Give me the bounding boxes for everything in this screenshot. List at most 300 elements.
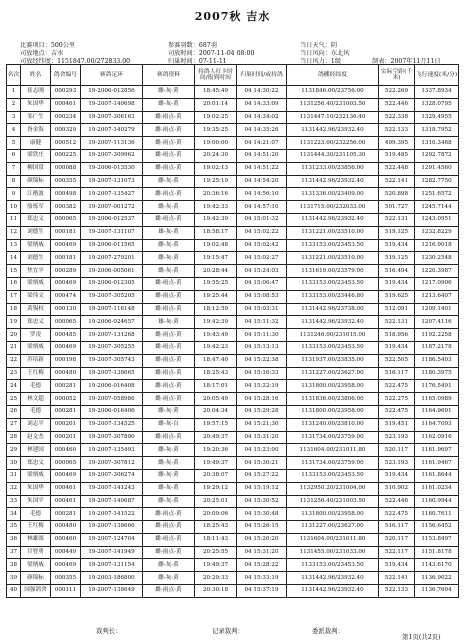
cell-distance: 516.117 xyxy=(379,367,415,380)
cell-loft-coords: 1131444.30/231105.30 xyxy=(287,149,379,162)
cell-ring: 19-2007-306274 xyxy=(81,469,143,482)
cell-bird-info: 雌-灰-白 xyxy=(143,418,195,431)
cell-loft-id: 000469 xyxy=(51,469,81,482)
cell-ring: 19-2003-186800 xyxy=(81,572,143,585)
cell-distance: 519.125 xyxy=(379,252,415,265)
meta-entries: 参赛羽数：687羽 xyxy=(168,42,217,49)
cell-loft-id: 000474 xyxy=(51,290,81,303)
cell-loft-coords: 1131800.00/23958.00 xyxy=(287,380,379,393)
cell-speed: 1245.7144 xyxy=(415,201,459,214)
cell-clock-time: 18:11:43 xyxy=(195,533,237,546)
cell-loft-coords: 1131800.00/23958.00 xyxy=(287,405,379,418)
cell-speed: 1176.5491 xyxy=(415,380,459,393)
cell-name: 梁炳威 xyxy=(21,559,51,572)
cell-clock-time: 20:24:30 xyxy=(195,149,237,162)
cell-loft-coords: 1131246.00/231015.00 xyxy=(287,329,379,342)
cell-loft-coords: 1131442.96/23932.40 xyxy=(287,585,379,598)
meta-distance: 比赛项目：500公里 xyxy=(20,42,76,49)
cell-speed: 1160.7611 xyxy=(415,508,459,521)
results-table xyxy=(6,64,459,598)
cell-ring: 19-2007-131073 xyxy=(81,175,143,188)
col-header-arrival-time: 归巢时间/或持鸽 xyxy=(237,65,287,86)
meta-wind-force: 当日风力：1级 xyxy=(300,58,342,65)
cell-bird-info: 雌-灰-黄 xyxy=(143,469,195,482)
cell-loft-coords: 1131442.96/23932.40 xyxy=(287,572,379,585)
cell-name: 郑忠义 xyxy=(21,457,51,470)
cell-arrival-time: 04 15:31:20 xyxy=(237,546,287,559)
cell-distance: 522.448 xyxy=(379,162,415,175)
cell-loft-id: 000512 xyxy=(51,137,81,150)
cell-speed: 1151.8178 xyxy=(415,546,459,559)
cell-name: 朱国平 xyxy=(21,495,51,508)
cell-ring: 19-2007-135427 xyxy=(81,188,143,201)
table-row xyxy=(7,354,459,367)
cell-distance: 522.338 xyxy=(379,111,415,124)
cell-distance: 522.131 xyxy=(379,213,415,226)
cell-loft-coords: 1131800.00/23958.00 xyxy=(287,508,379,521)
cell-loft-coords: 1131227.00/23627.00 xyxy=(287,521,379,534)
cell-ring: 19-2007-140698 xyxy=(81,98,143,111)
cell-distance: 522.475 xyxy=(379,380,415,393)
cell-rank: 20 xyxy=(7,329,21,342)
cell-arrival-time: 04 15:31:20 xyxy=(237,431,287,444)
cell-loft-coords: 1131447.10/232136.40 xyxy=(287,111,379,124)
cell-ring: 19-2007-131154 xyxy=(81,559,143,572)
cell-loft-id: 000201 xyxy=(51,418,81,431)
cell-arrival-time: 04 15:30:52 xyxy=(237,495,287,508)
cell-loft-coords: 1133153.00/23453.50 xyxy=(287,559,379,572)
cell-distance: 520.117 xyxy=(379,533,415,546)
cell-loft-id: 000461 xyxy=(51,98,81,111)
table-row xyxy=(7,508,459,521)
cell-clock-time: 19:42:39 xyxy=(195,213,237,226)
cell-distance: 520.117 xyxy=(379,444,415,457)
cell-clock-time: 20:25:01 xyxy=(195,495,237,508)
cell-ring: 19-2006-005061 xyxy=(81,265,143,278)
cell-loft-coords: 1133153.00/23453.50 xyxy=(287,469,379,482)
footer-recorder: 记录裁判： xyxy=(212,627,244,635)
cell-name: 林建国 xyxy=(21,444,51,457)
cell-loft-id: 000198 xyxy=(51,354,81,367)
cell-ring: 19-2006-011565 xyxy=(81,239,143,252)
footer-page: 第1页(共2页) xyxy=(402,633,441,641)
cell-loft-id: 000225 xyxy=(51,149,81,162)
cell-speed: 1136.9022 xyxy=(415,572,459,585)
cell-speed: 1164.7093 xyxy=(415,418,459,431)
cell-name: 梁伟文 xyxy=(21,290,51,303)
cell-loft-id: 000469 xyxy=(51,559,81,572)
cell-clock-time: 18:25:43 xyxy=(195,521,237,534)
cell-bird-info: 雌-雨点-黄 xyxy=(143,213,195,226)
cell-ring: 19-2007-116148 xyxy=(81,303,143,316)
cell-distance: 522.133 xyxy=(379,585,415,598)
cell-distance: 522.275 xyxy=(379,393,415,406)
cell-clock-time: 19:29:12 xyxy=(195,482,237,495)
cell-ring: 19-2007-305255 xyxy=(81,341,143,354)
cell-loft-coords: 1131227.00/23627.00 xyxy=(287,367,379,380)
cell-bird-info: 雌-雨点-黄 xyxy=(143,367,195,380)
table-row xyxy=(7,341,459,354)
cell-arrival-time: 04 14:54:20 xyxy=(237,175,287,188)
cell-name: 毛德 xyxy=(21,508,51,521)
cell-ring: 19-2007-124704 xyxy=(81,533,143,546)
table-row xyxy=(7,418,459,431)
cell-bird-info: 雌-雨点-黄 xyxy=(143,393,195,406)
cell-distance: 519.625 xyxy=(379,290,415,303)
cell-clock-time: 19:42:23 xyxy=(195,341,237,354)
cell-name: 毛德 xyxy=(21,380,51,393)
cell-loft-coords: 1131442.96/23738.00 xyxy=(287,303,379,316)
cell-loft-id: 000460 xyxy=(51,444,81,457)
cell-name: 骆炼军 xyxy=(21,201,51,214)
cell-ring: 19-2006-024657 xyxy=(81,316,143,329)
cell-ring: 19-2007-141522 xyxy=(81,508,143,521)
col-header-distance: 实际空距(千米) xyxy=(379,65,415,86)
cell-loft-coords: 1132950.20/231004.00 xyxy=(287,482,379,495)
cell-clock-time: 20:30:18 xyxy=(195,585,237,598)
cell-name: 王红梅 xyxy=(21,367,51,380)
cell-clock-time: 19:49:37 xyxy=(195,559,237,572)
cell-arrival-time: 04 15:16:33 xyxy=(237,367,287,380)
cell-clock-time: 18:45:49 xyxy=(195,86,237,99)
cell-speed: 1207.4116 xyxy=(415,316,459,329)
cell-distance: 519.434 xyxy=(379,341,415,354)
cell-arrival-time: 04 15:21:30 xyxy=(237,418,287,431)
cell-name: 毛德 xyxy=(21,405,51,418)
cell-rank: 32 xyxy=(7,482,21,495)
cell-bird-info: 雌-雨点-黄 xyxy=(143,508,195,521)
cell-arrival-time: 04 15:28:22 xyxy=(237,559,287,572)
cell-bird-info: 雌-灰-黄 xyxy=(143,252,195,265)
cell-name: 胥金海 xyxy=(21,124,51,137)
cell-clock-time: 19:49:37 xyxy=(195,457,237,470)
footer-committee: 委派裁判： xyxy=(312,627,344,635)
cell-name: 梁炳威 xyxy=(21,277,51,290)
cell-speed: 1251.6572 xyxy=(415,188,459,201)
cell-bird-info: 雌-雨点-黄 xyxy=(143,431,195,444)
cell-bird-info: 雌-雨点-黄 xyxy=(143,354,195,367)
cell-ring: 19-2007-138666 xyxy=(81,521,143,534)
cell-bird-info: 雌-雨点-黄 xyxy=(143,290,195,303)
col-header-ring: 赛鸽足环 xyxy=(81,65,143,86)
cell-ring: 19-2006-012305 xyxy=(81,277,143,290)
cell-name: 刘德生 xyxy=(21,226,51,239)
table-row xyxy=(7,380,459,393)
table-row xyxy=(7,175,459,188)
cell-ring: 19-2007-309962 xyxy=(81,149,143,162)
cell-arrival-time: 04 15:23:00 xyxy=(237,444,287,457)
table-row xyxy=(7,521,459,534)
cell-speed: 1209.1401 xyxy=(415,303,459,316)
cell-ring: 19-2006-013530 xyxy=(81,162,143,175)
cell-distance: 519.125 xyxy=(379,226,415,239)
cell-speed: 1310.3468 xyxy=(415,137,459,150)
cell-loft-coords: 1131734.00/23759.00 xyxy=(287,431,379,444)
cell-bird-info: 雄-灰-黄 xyxy=(143,316,195,329)
cell-loft-id: 000355 xyxy=(51,175,81,188)
table-row xyxy=(7,316,459,329)
cell-name: 江楷波 xyxy=(21,188,51,201)
table-row xyxy=(7,431,459,444)
col-header-loft-id: 鸽舍编号 xyxy=(51,65,81,86)
cell-bird-info: 雌-灰-黄 xyxy=(143,482,195,495)
cell-speed: 1192.2258 xyxy=(415,329,459,342)
cell-speed: 1213.6407 xyxy=(415,290,459,303)
footer-judge: 裁判长： xyxy=(96,627,122,635)
cell-clock-time: 20:01:14 xyxy=(195,98,237,111)
cell-distance: 519.451 xyxy=(379,418,415,431)
cell-loft-id: 000111 xyxy=(51,585,81,598)
cell-speed: 1161.8644 xyxy=(415,469,459,482)
table-header-row xyxy=(7,65,459,86)
cell-name: 柳国常 xyxy=(21,162,51,175)
cell-speed: 1217.0906 xyxy=(415,277,459,290)
table-row xyxy=(7,329,459,342)
cell-arrival-time: 04 15:13:13 xyxy=(237,341,287,354)
cell-speed: 1292.7872 xyxy=(415,149,459,162)
cell-rank: 8 xyxy=(7,175,21,188)
cell-arrival-time: 04 15:37:19 xyxy=(237,585,287,598)
table-row xyxy=(7,482,459,495)
cell-rank: 5 xyxy=(7,137,21,150)
table-row xyxy=(7,98,459,111)
cell-loft-id: 000498 xyxy=(51,188,81,201)
cell-bird-info: 雌-灰-黄 xyxy=(143,572,195,585)
cell-distance: 523.193 xyxy=(379,431,415,444)
cell-distance: 501.727 xyxy=(379,201,415,214)
table-row xyxy=(7,303,459,316)
cell-loft-coords: 1131223.00/232256.00 xyxy=(287,137,379,150)
cell-bird-info: 雌-雨点-黄 xyxy=(143,341,195,354)
cell-distance: 522.505 xyxy=(379,354,415,367)
cell-arrival-time: 04 15:33:19 xyxy=(237,572,287,585)
cell-rank: 7 xyxy=(7,162,21,175)
cell-speed: 1162.0916 xyxy=(415,431,459,444)
cell-speed: 1328.0795 xyxy=(415,98,459,111)
cell-ring: 19-2006-016406 xyxy=(81,405,143,418)
cell-bird-info: 雌-雨点-黄 xyxy=(143,188,195,201)
cell-clock-time: 19:57:15 xyxy=(195,418,237,431)
cell-rank: 21 xyxy=(7,341,21,354)
cell-name: 康健 xyxy=(21,137,51,150)
cell-distance: 522.446 xyxy=(379,98,415,111)
cell-speed: 1186.5403 xyxy=(415,354,459,367)
cell-distance: 522.141 xyxy=(379,572,415,585)
cell-arrival-time: 04 15:22:38 xyxy=(237,354,287,367)
cell-rank: 28 xyxy=(7,431,21,444)
document-title: 2007秋 吉水 xyxy=(194,10,271,23)
cell-name: 崔志刚 xyxy=(21,86,51,99)
cell-clock-time: 19:02:48 xyxy=(195,239,237,252)
cell-bird-info: 雌-雨点-黄 xyxy=(143,533,195,546)
cell-arrival-time: 04 15:08:53 xyxy=(237,290,287,303)
cell-rank: 27 xyxy=(7,418,21,431)
cell-name: 邹广生 xyxy=(21,111,51,124)
cell-loft-coords: 1131442.96/23932.40 xyxy=(287,124,379,137)
cell-bird-info: 雌-灰-黄 xyxy=(143,444,195,457)
cell-distance: 522.131 xyxy=(379,316,415,329)
cell-clock-time: 18:25:43 xyxy=(195,367,237,380)
cell-ring: 19-2007-307890 xyxy=(81,431,143,444)
cell-rank: 4 xyxy=(7,124,21,137)
cell-speed: 1187.2178 xyxy=(415,341,459,354)
table-row xyxy=(7,162,459,175)
cell-name: 梁铁庄 xyxy=(21,149,51,162)
cell-distance: 519.485 xyxy=(379,149,415,162)
cell-speed: 1165.0989 xyxy=(415,393,459,406)
cell-ring: 19-2007-140279 xyxy=(81,124,143,137)
cell-ring: 19-2007-141243 xyxy=(81,482,143,495)
cell-bird-info: 雌-雨点-黄 xyxy=(143,546,195,559)
cell-ring: 19-2007-279201 xyxy=(81,252,143,265)
cell-clock-time: 20:49:37 xyxy=(195,431,237,444)
cell-loft-id: 000480 xyxy=(51,367,81,380)
cell-bird-info: 雌-灰-黄 xyxy=(143,201,195,214)
col-header-rank: 名次 xyxy=(7,65,21,86)
cell-bird-info: 雌-灰-黄 xyxy=(143,98,195,111)
table-row xyxy=(7,252,459,265)
cell-clock-time: 18:17:01 xyxy=(195,380,237,393)
cell-rank: 11 xyxy=(7,213,21,226)
cell-loft-id: 000281 xyxy=(51,508,81,521)
cell-clock-time: 19:35:25 xyxy=(195,124,237,137)
cell-speed: 1318.7952 xyxy=(415,124,459,137)
cell-arrival-time: 04 15:02:27 xyxy=(237,252,287,265)
cell-speed: 1161.9467 xyxy=(415,457,459,470)
cell-bird-info: 雌-灰-黄 xyxy=(143,559,195,572)
cell-loft-coords: 1133153.00/23453.50 xyxy=(287,239,379,252)
table-row xyxy=(7,393,459,406)
cell-ring: 19-2007-131107 xyxy=(81,226,143,239)
cell-clock-time: 20:38:07 xyxy=(195,469,237,482)
table-row xyxy=(7,469,459,482)
cell-rank: 2 xyxy=(7,98,21,111)
cell-rank: 29 xyxy=(7,444,21,457)
cell-loft-id: 000065 xyxy=(51,213,81,226)
cell-speed: 1143.6170 xyxy=(415,559,459,572)
cell-loft-coords: 1131455.00/231033.00 xyxy=(287,546,379,559)
cell-bird-info: 雌-雨点-黄 xyxy=(143,111,195,124)
cell-distance: 523.193 xyxy=(379,457,415,470)
cell-rank: 36 xyxy=(7,533,21,546)
cell-loft-id: 000052 xyxy=(51,393,81,406)
cell-distance: 522.141 xyxy=(379,175,415,188)
col-header-loft-coords: 鸽棚经纬度 xyxy=(287,65,379,86)
cell-loft-coords: 1131221.00/23510.00 xyxy=(287,226,379,239)
table-row xyxy=(7,213,459,226)
cell-speed: 1220.3987 xyxy=(415,265,459,278)
cell-arrival-time: 04 14:57:10 xyxy=(237,201,287,214)
meta-release-time: 司放时间：2007-11-04 08:00 xyxy=(168,50,255,57)
cell-clock-time: 20:36:16 xyxy=(195,188,237,201)
table-row xyxy=(7,201,459,214)
cell-ring: 19-2007-307812 xyxy=(81,457,143,470)
meta-weather: 当日天气：阴 xyxy=(300,42,338,49)
cell-loft-id: 000289 xyxy=(51,265,81,278)
cell-clock-time: 20:09:06 xyxy=(195,508,237,521)
cell-name: 郑忠义 xyxy=(21,316,51,329)
cell-distance: 516.494 xyxy=(379,265,415,278)
cell-rank: 9 xyxy=(7,188,21,201)
cell-bird-info: 雌-雨点-黄 xyxy=(143,585,195,598)
cell-loft-id: 000065 xyxy=(51,316,81,329)
cell-loft-coords: 1131233.00/23856.00 xyxy=(287,162,379,175)
cell-rank: 35 xyxy=(7,521,21,534)
cell-arrival-time: 04 15:11:30 xyxy=(237,329,287,342)
cell-arrival-time: 04 15:01:32 xyxy=(237,213,287,226)
cell-name: 苏培新 xyxy=(21,354,51,367)
table-row xyxy=(7,265,459,278)
cell-rank: 17 xyxy=(7,290,21,303)
cell-ring: 19-2006-016408 xyxy=(81,380,143,393)
cell-clock-time: 19:20:36 xyxy=(195,444,237,457)
cell-loft-coords: 1131604.00/231011.80 xyxy=(287,533,379,546)
cell-ring: 19-2007-135493 xyxy=(81,444,143,457)
cell-loft-id: 000382 xyxy=(51,201,81,214)
cell-clock-time: 20:05:49 xyxy=(195,393,237,406)
cell-bird-info: 雌-雨点-黄 xyxy=(143,303,195,316)
cell-rank: 34 xyxy=(7,508,21,521)
cell-bird-info: 雌-灰-黄 xyxy=(143,495,195,508)
cell-loft-coords: 1133153.00/23453.50 xyxy=(287,277,379,290)
cell-loft-id: 000201 xyxy=(51,431,81,444)
cell-loft-coords: 1131836.00/23806.00 xyxy=(287,393,379,406)
cell-rank: 13 xyxy=(7,239,21,252)
table-row xyxy=(7,533,459,546)
cell-ring: 19-2006-012856 xyxy=(81,86,143,99)
cell-loft-id: 000281 xyxy=(51,405,81,418)
cell-arrival-time: 04 15:06:47 xyxy=(237,277,287,290)
cell-rank: 16 xyxy=(7,277,21,290)
cell-loft-coords: 1131256.40/231003.50 xyxy=(287,98,379,111)
cell-loft-coords: 1131442.96/23932.40 xyxy=(287,175,379,188)
cell-rank: 30 xyxy=(7,457,21,470)
cell-arrival-time: 04 15:30:21 xyxy=(237,457,287,470)
cell-name: 梁炳威 xyxy=(21,341,51,354)
cell-speed: 1160.9944 xyxy=(415,495,459,508)
cell-name: 林雄图 xyxy=(21,533,51,546)
cell-speed: 1291.4560 xyxy=(415,162,459,175)
cell-bird-info: 雌-雨点-黄 xyxy=(143,380,195,393)
cell-clock-time: 19:42:33 xyxy=(195,201,237,214)
cell-bird-info: 雌-雨点-黄 xyxy=(143,277,195,290)
cell-clock-time: 20:28:44 xyxy=(195,265,237,278)
cell-arrival-time: 04 14:33:09 xyxy=(237,98,287,111)
cell-bird-info: 雌-灰-黄 xyxy=(143,405,195,418)
cell-distance: 519.434 xyxy=(379,559,415,572)
cell-distance: 519.434 xyxy=(379,239,415,252)
table-row xyxy=(7,188,459,201)
cell-distance: 519.434 xyxy=(379,277,415,290)
col-header-name: 姓名 xyxy=(21,65,51,86)
cell-bird-info: 雄-灰-黄 xyxy=(143,226,195,239)
cell-rank: 37 xyxy=(7,546,21,559)
cell-loft-coords: 1131604.00/231011.80 xyxy=(287,444,379,457)
cell-rank: 39 xyxy=(7,572,21,585)
table-row xyxy=(7,226,459,239)
cell-arrival-time: 04 15:28:16 xyxy=(237,393,287,406)
cell-clock-time: 19:15:47 xyxy=(195,252,237,265)
cell-rank: 38 xyxy=(7,559,21,572)
cell-speed: 1243.0951 xyxy=(415,213,459,226)
cell-ring: 19-2007-131268 xyxy=(81,329,143,342)
cell-arrival-time: 04 15:19:12 xyxy=(237,482,287,495)
cell-distance: 518.956 xyxy=(379,329,415,342)
table-row xyxy=(7,239,459,252)
cell-name: 林文超 xyxy=(21,393,51,406)
cell-speed: 1230.2548 xyxy=(415,252,459,265)
cell-arrival-time: 04 15:29:28 xyxy=(237,405,287,418)
